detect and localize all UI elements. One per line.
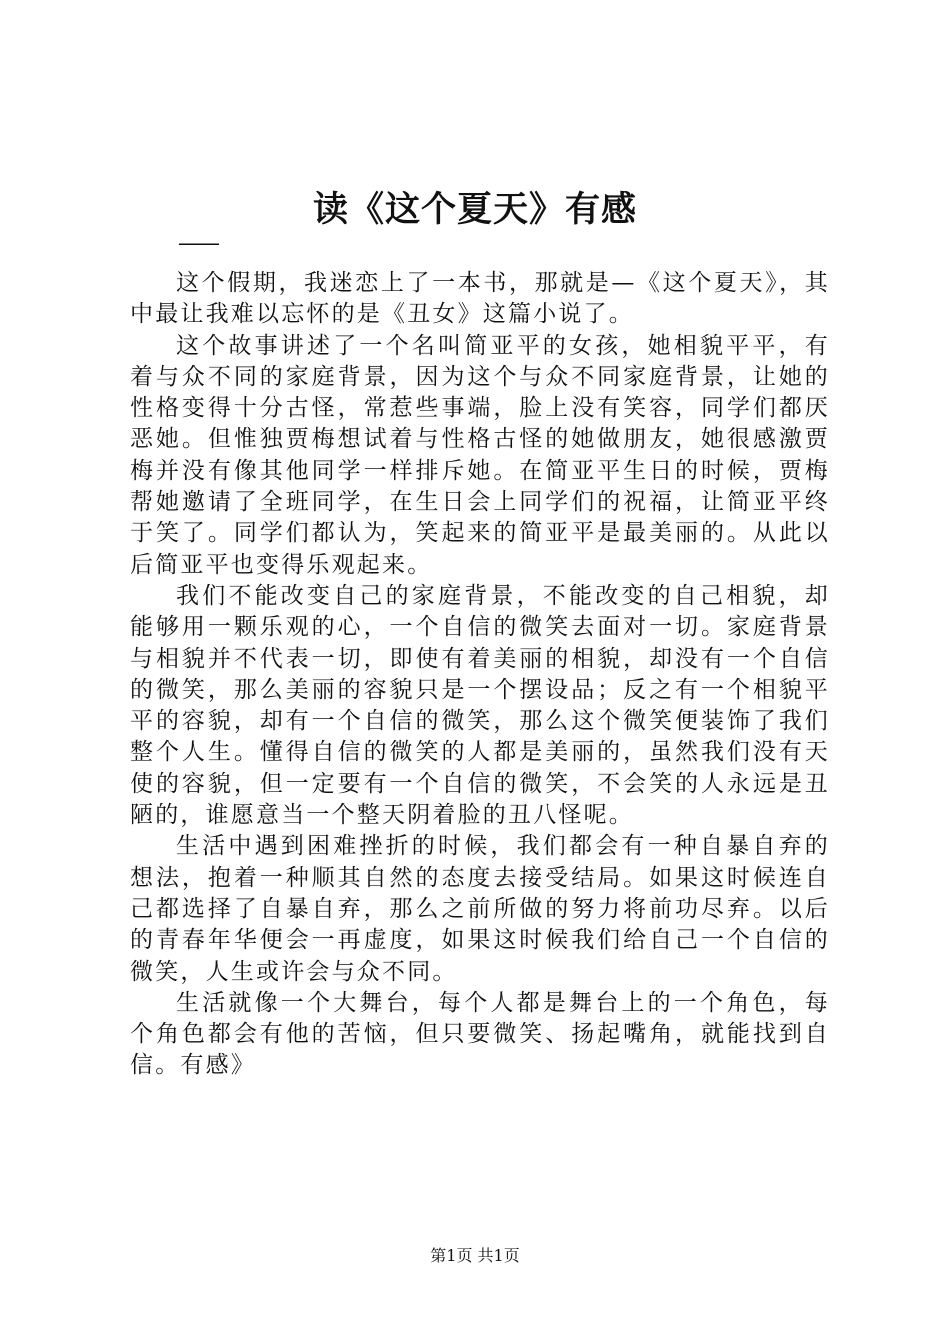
paragraph: 这个假期，我迷恋上了一本书，那就是—《这个夏天》，其中最让我难以忘怀的是《丑女》这篇小说了。: [130, 270, 830, 328]
paragraph: 生活中遇到困难挫折的时候，我们都会有一种自暴自弃的想法，抱着一种顺其自然的态度去接受结局。如果这时候连自己都选择了自暴自弃，那么之前所做的努力将前功尽弃。以后的青春年华便会一再虚度，如果这时候我们给自己一个自信的微笑，人生或许会与众不同。: [130, 833, 830, 985]
paragraph: 生活就像一个大舞台，每个人都是舞台上的一个角色，每个角色都会有他的苦恼，但只要微笑、扬起嘴角，就能找到自信。有感》: [130, 989, 830, 1079]
paragraph: 这个故事讲述了一个名叫简亚平的女孩，她相貌平平，有着与众不同的家庭背景，因为这个与众不同家庭背景，让她的性格变得十分古怪，常惹些事端，脸上没有笑容，同学们都厌恶她。但惟独贾梅想试着与性格古怪的她做朋友，她很感激贾梅并没有像其他同学一样排斥她。在简亚平生日的时候，贾梅帮她邀请了全班同学，在生日会上同学们的祝福，让简亚平终于笑了。同学们都认为，笑起来的简亚平是最美丽的。从此以后简亚平也变得乐观起来。: [130, 332, 830, 578]
paragraph: 我们不能改变自己的家庭背景，不能改变的自己相貌，却能够用一颗乐观的心，一个自信的微笑去面对一切。家庭背景与相貌并不代表一切，即使有着美丽的相貌，却没有一个自信的微笑，那么美丽的容貌只是一个摆设品；反之有一个相貌平平的容貌，却有一个自信的微笑，那么这个微笑便装饰了我们整个人生。懂得自信的微笑的人都是美丽的，虽然我们没有天使的容貌，但一定要有一个自信的微笑，不会笑的人永远是丑陋的，谁愿意当一个整天阴着脸的丑八怪呢。: [130, 582, 830, 829]
document-title: 读《这个夏天》有感: [312, 189, 637, 230]
document-body: [130, 268, 830, 1082]
subtitle-dash: ——: [178, 231, 218, 256]
page-footer: 第1页 共1页: [430, 1246, 520, 1265]
